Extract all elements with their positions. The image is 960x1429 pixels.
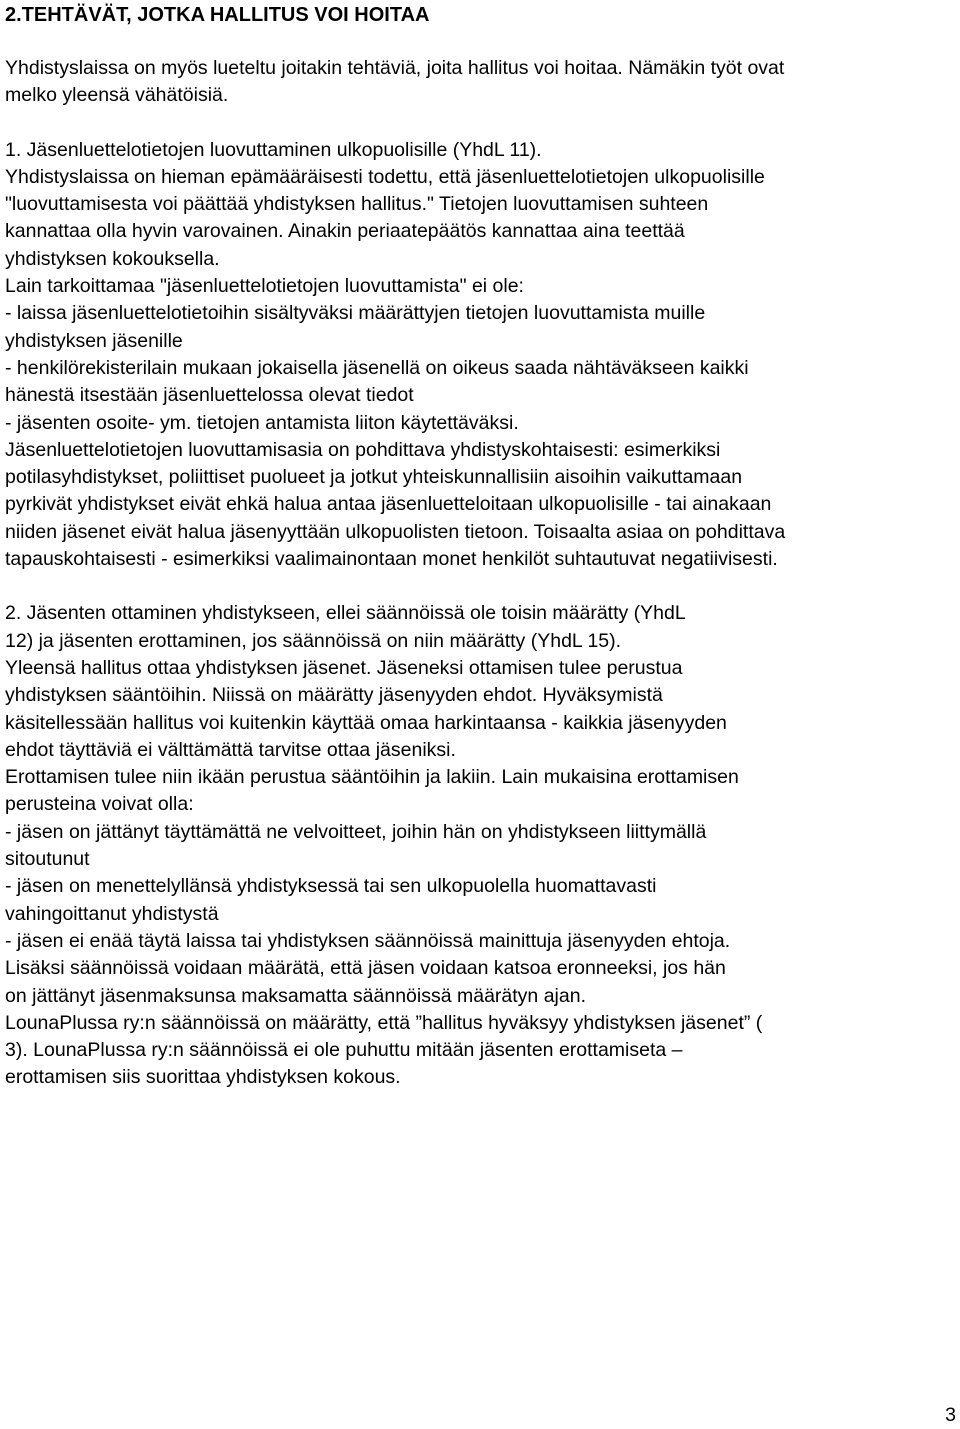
text-line: - laissa jäsenluettelotietoihin sisältyväksi määrättyjen tietojen luovuttamista muille [5, 302, 706, 325]
text-line: - jäsenten osoite- ym. tietojen antamista liiton käytettäväksi. [5, 411, 519, 434]
text-line: Yleensä hallitus ottaa yhdistyksen jäsenet. Jäseneksi ottamisen tulee perustua [5, 656, 683, 679]
text-line: Jäsenluettelotietojen luovuttamisasia on pohdittava yhdistyskohtaisesti: esimerkiksi [5, 438, 721, 461]
text-line: kannattaa olla hyvin varovainen. Ainakin periaatepäätös kannattaa aina teettää [5, 220, 685, 243]
text-line: Lain tarkoittamaa "jäsenluettelotietojen luovuttamista" ei ole: [5, 275, 524, 298]
text-line: "luovuttamisesta voi päättää yhdistyksen hallitus." Tietojen luovuttamisen suhteen [5, 193, 709, 216]
text-line: perusteina voivat olla: [5, 793, 194, 816]
section-2-title: 2. Jäsenten ottaminen yhdistykseen, ellei säännöissä ole toisin määrätty (YhdL [5, 602, 686, 625]
section-2 [5, 600, 955, 1091]
text-line: 3). LounaPlussa ry:n säännöissä ei ole puhuttu mitään jäsenten erottamiseta – [5, 1039, 683, 1062]
text-line: - henkilörekisterilain mukaan jokaisella jäsenellä on oikeus saada nähtäväkseen kaikki [5, 356, 749, 379]
text-line: Erottamisen tulee niin ikään perustua sääntöihin ja lakiin. Lain mukaisina erottamisen [5, 766, 739, 789]
text-line: - jäsen on menettelyllänsä yhdistyksessä tai sen ulkopuolella huomattavasti [5, 875, 657, 898]
text-line: Yhdistyslaissa on myös lueteltu joitakin tehtäviä, joita hallitus voi hoitaa. Nämäkin työt ovat [5, 57, 785, 79]
text-line: 12) ja jäsenten erottaminen, jos säännöissä on niin määrätty (YhdL 15). [5, 629, 622, 652]
text-line: Yhdistyslaissa on hieman epämääräisesti todettu, että jäsenluettelotietojen ulkopuolisille [5, 165, 765, 188]
text-line: melko yleensä vähätöisiä. [5, 84, 229, 107]
section-1-title: 1. Jäsenluettelotietojen luovuttaminen ulkopuolisille (YhdL 11). [5, 138, 542, 161]
text-line: Lisäksi säännöissä voidaan määrätä, että jäsen voidaan katsoa eronneeksi, jos hän [5, 957, 726, 980]
text-line: ehdot täyttäviä ei välttämättä tarvitse ottaa jäseniksi. [5, 738, 456, 761]
text-line: niiden jäsenet eivät halua jäsenyyttään ulkopuolisten tietoon. Toisaalta asiaa on pohdittava [5, 520, 786, 543]
section-heading: 2.TEHTÄVÄT, JOTKA HALLITUS VOI HOITAA [5, 4, 430, 26]
text-line: - jäsen ei enää täytä laissa tai yhdistyksen säännöissä mainittuja jäsenyyden ehtoja. [5, 929, 731, 952]
page-number: 3 [945, 1404, 956, 1426]
text-line: LounaPlussa ry:n säännöissä on määrätty, että ”hallitus hyväksyy yhdistyksen jäsenet” ( [5, 1011, 763, 1034]
section-1 [5, 137, 955, 574]
text-line: - jäsen on jättänyt täyttämättä ne velvoitteet, joihin hän on yhdistykseen liittymällä [5, 820, 707, 843]
text-line: potilasyhdistykset, poliittiset puolueet ja jotkut yhteiskunnallisiin aisoihin vaikuttamaan [5, 466, 743, 489]
text-line: yhdistyksen kokouksella. [5, 247, 220, 270]
text-line: käsitellessään hallitus voi kuitenkin käyttää omaa harkintaansa - kaikkia jäsenyyden [5, 711, 727, 734]
text-line: yhdistyksen jäsenille [5, 329, 183, 352]
text-line: erottamisen siis suorittaa yhdistyksen kokous. [5, 1066, 401, 1089]
text-line: on jättänyt jäsenmaksunsa maksamatta säännöissä määrätyn ajan. [5, 984, 586, 1007]
text-line: pyrkivät yhdistykset eivät ehkä halua antaa jäsenluetteloitaan ulkopuolisille - tai ainakaan [5, 493, 772, 516]
text-line: sitoutunut [5, 848, 90, 871]
intro-paragraph [5, 55, 955, 110]
text-line: vahingoittanut yhdistystä [5, 902, 219, 925]
text-line: tapauskohtaisesti - esimerkiksi vaalimainontaan monet henkilöt suhtautuvat negatiivisesti. [5, 548, 778, 571]
text-line: yhdistyksen sääntöihin. Niissä on määrätty jäsenyyden ehdot. Hyväksymistä [5, 684, 663, 707]
text-line: hänestä itsestään jäsenluettelossa olevat tiedot [5, 384, 414, 407]
document-page [5, 0, 955, 1092]
